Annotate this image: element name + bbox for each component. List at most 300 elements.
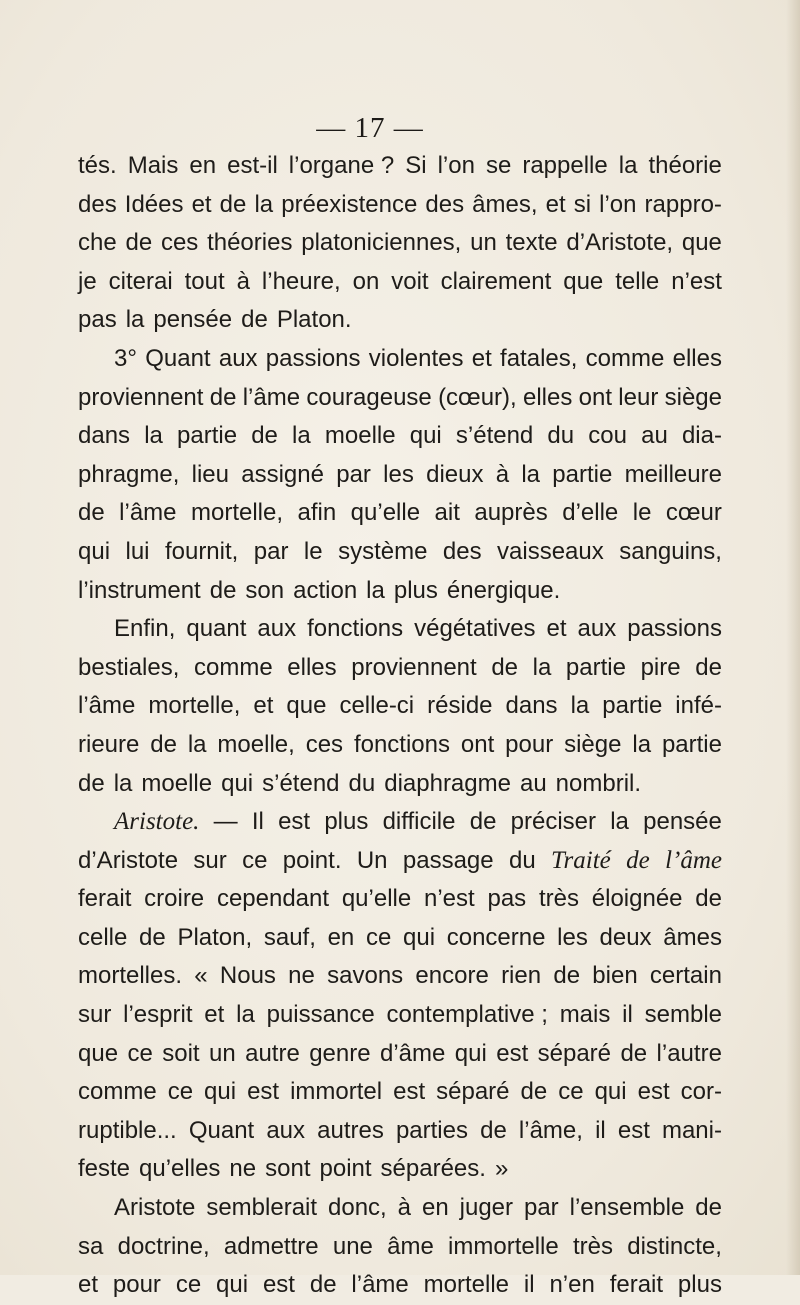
word: qui xyxy=(216,1271,249,1299)
word: et xyxy=(546,615,567,643)
word: l’on xyxy=(437,152,475,179)
text-line xyxy=(78,610,722,649)
word: des xyxy=(442,537,482,565)
word: ne xyxy=(229,1155,257,1183)
word: pire xyxy=(640,653,681,681)
word: certain xyxy=(649,962,722,990)
word: qu’elle xyxy=(341,885,412,913)
word: qui xyxy=(454,1039,487,1067)
word: pensée xyxy=(153,306,233,334)
word: la xyxy=(570,692,590,720)
word: qui xyxy=(221,769,254,797)
word: point. xyxy=(282,846,342,874)
word: cor- xyxy=(680,1078,722,1106)
text-line xyxy=(78,765,722,804)
word: à xyxy=(495,460,510,488)
word: la xyxy=(610,808,629,836)
word: Un xyxy=(356,846,388,874)
text-line xyxy=(78,803,722,842)
text-line xyxy=(78,1150,722,1189)
word: la xyxy=(144,422,163,450)
word: mortelle xyxy=(423,1271,510,1299)
word: bien xyxy=(592,962,638,990)
word: violentes xyxy=(368,344,464,372)
word: Mais xyxy=(127,152,179,179)
word: la xyxy=(632,730,652,758)
word: rieure xyxy=(78,730,140,758)
word: le xyxy=(303,537,323,565)
word: mais xyxy=(559,1001,611,1029)
word: de xyxy=(469,808,497,836)
word: mortelle, xyxy=(148,692,241,720)
word: proviennent xyxy=(351,653,477,681)
text-line xyxy=(78,572,722,611)
text-line xyxy=(78,533,722,572)
word: pas xyxy=(78,306,117,334)
word: qui xyxy=(409,422,442,450)
word: encore xyxy=(415,962,489,990)
word: moelle xyxy=(141,769,213,797)
word: que xyxy=(286,692,327,720)
word: pour xyxy=(505,730,554,758)
word: dans xyxy=(78,422,131,450)
word: elles xyxy=(287,653,337,681)
word: la xyxy=(292,422,311,450)
word: fatales, xyxy=(500,344,578,372)
word: deux xyxy=(599,923,652,951)
word: en xyxy=(189,152,217,179)
word: siège xyxy=(564,730,622,758)
word: ont xyxy=(578,383,613,411)
word: théories xyxy=(207,229,293,257)
word: celle xyxy=(78,923,128,951)
word: l’esprit xyxy=(123,1001,193,1029)
word: au xyxy=(641,422,668,450)
word: Quant xyxy=(188,1116,255,1144)
text-line xyxy=(78,880,722,919)
word: un xyxy=(470,229,497,257)
text-line xyxy=(78,340,722,379)
word: — xyxy=(213,808,238,836)
word: Nous xyxy=(219,962,276,990)
word: feste xyxy=(78,1155,131,1183)
word: âmes xyxy=(663,923,722,951)
word: de xyxy=(150,730,177,758)
word: juger xyxy=(459,1194,514,1222)
word: la xyxy=(521,460,541,488)
word: pensée xyxy=(643,808,722,836)
word: que xyxy=(563,267,604,295)
word: la xyxy=(125,306,145,334)
word: telle xyxy=(615,267,660,295)
word: qu’elle xyxy=(350,499,421,527)
word: la xyxy=(187,730,207,758)
word: dans xyxy=(505,692,558,720)
word: l’on xyxy=(599,190,637,218)
word: aux xyxy=(218,344,258,372)
word: ce xyxy=(558,1078,584,1106)
word: de xyxy=(620,1039,648,1067)
word: cou xyxy=(588,422,627,450)
word: le xyxy=(632,499,652,527)
word: l’âme xyxy=(78,692,136,720)
word: comme xyxy=(78,1078,157,1106)
text-line xyxy=(78,1035,722,1074)
word: cependant xyxy=(216,885,330,913)
word: puissance xyxy=(266,1001,375,1029)
word: est-il xyxy=(227,152,278,179)
word: leur xyxy=(618,383,659,411)
word: séparées. xyxy=(380,1155,486,1183)
word: est xyxy=(247,1078,280,1106)
word: les xyxy=(557,923,588,951)
word: si xyxy=(573,190,592,218)
text-line xyxy=(78,1228,722,1267)
word: n’en xyxy=(549,1271,595,1299)
word: rappelle xyxy=(522,152,608,179)
word: « xyxy=(194,962,208,990)
word: sanguins, xyxy=(619,537,722,565)
word: phragme, xyxy=(78,460,180,488)
word: tés. xyxy=(78,152,117,179)
word: mortelles. xyxy=(78,962,183,990)
word: ce xyxy=(167,1078,194,1106)
word: de xyxy=(139,923,166,951)
word: plus xyxy=(393,576,438,604)
word: aux xyxy=(257,615,297,643)
word: proviennent xyxy=(78,383,204,411)
word: par xyxy=(523,1194,559,1222)
word: d’Aristote, xyxy=(566,229,674,257)
word: de xyxy=(241,306,268,334)
word: de xyxy=(480,1116,507,1144)
word: que xyxy=(681,229,722,257)
word: Platon, xyxy=(177,923,253,951)
word: difficile xyxy=(382,808,456,836)
word: de xyxy=(695,885,722,913)
word: est xyxy=(278,808,311,836)
word: sur xyxy=(193,846,227,874)
word: partie xyxy=(565,653,626,681)
word: autre xyxy=(245,1039,300,1067)
word: l’ensemble xyxy=(569,1194,685,1222)
word: mortelle, xyxy=(191,499,284,527)
word: moelle, xyxy=(217,730,295,758)
word: théorie xyxy=(648,152,722,179)
word: séparé xyxy=(537,1039,612,1067)
word: savons xyxy=(327,962,404,990)
text-line xyxy=(78,147,722,186)
word: l’organe ? xyxy=(288,152,395,179)
word: du xyxy=(547,422,575,450)
word: et xyxy=(545,190,566,218)
word: est xyxy=(617,1116,650,1144)
word: ne xyxy=(288,962,315,990)
word: je xyxy=(78,267,97,295)
word: aux xyxy=(577,615,617,643)
word: action xyxy=(293,576,358,604)
word: croire xyxy=(144,885,205,913)
text-line xyxy=(78,996,722,1035)
word: che xyxy=(78,229,117,257)
word: n’est xyxy=(424,885,475,913)
word: donc, xyxy=(328,1194,387,1222)
word: que xyxy=(78,1039,119,1067)
word: les xyxy=(383,460,414,488)
word: ait xyxy=(434,499,460,527)
word: de xyxy=(219,190,247,218)
text-line xyxy=(78,1189,722,1228)
word: rappro- xyxy=(644,190,722,218)
word: texte xyxy=(505,229,558,257)
word: est xyxy=(262,1271,295,1299)
text-line xyxy=(78,919,722,958)
word: Il xyxy=(251,808,264,836)
word: fonctions xyxy=(307,615,404,643)
word: platoniciennes, xyxy=(301,229,462,257)
word: quant xyxy=(186,615,247,643)
word: l’âme, xyxy=(518,1116,583,1144)
word: l’heure, xyxy=(261,267,341,295)
word: son xyxy=(245,576,285,604)
word: est xyxy=(637,1078,670,1106)
word: ces xyxy=(305,730,344,758)
word: on xyxy=(352,267,380,295)
word: et xyxy=(471,344,492,372)
word: immortelle xyxy=(448,1232,559,1260)
word: et xyxy=(204,1001,225,1029)
word: passions xyxy=(265,344,361,372)
word: ces xyxy=(160,229,199,257)
text-line xyxy=(78,456,722,495)
word: comme xyxy=(585,344,665,372)
word: par xyxy=(253,537,289,565)
word: du xyxy=(348,769,376,797)
word: rien xyxy=(501,962,542,990)
word: des xyxy=(425,190,465,218)
word: de xyxy=(78,769,105,797)
word: âme xyxy=(387,1232,434,1260)
word: autres xyxy=(317,1116,384,1144)
text-line xyxy=(78,957,722,996)
word: très xyxy=(538,885,579,913)
word: cœur xyxy=(665,499,722,527)
word: à xyxy=(397,1194,412,1222)
word: comme xyxy=(194,653,273,681)
word: la xyxy=(236,1001,255,1029)
word: 3° xyxy=(114,344,137,372)
text-line xyxy=(78,1112,722,1151)
word: de xyxy=(520,1078,548,1106)
word: mani- xyxy=(661,1116,722,1144)
word: ce xyxy=(175,1271,202,1299)
word: Platon. xyxy=(276,306,352,334)
text-line xyxy=(78,186,722,225)
word: qui xyxy=(204,1078,237,1106)
word: tout xyxy=(184,267,225,295)
word: il xyxy=(595,1116,606,1144)
word: la xyxy=(532,653,552,681)
word: sauf, xyxy=(263,923,316,951)
body-text xyxy=(78,147,722,1305)
word: ferait xyxy=(78,885,132,913)
word: il xyxy=(523,1271,535,1299)
text-line xyxy=(78,301,722,340)
word: partie xyxy=(177,422,238,450)
word: lieu xyxy=(191,460,229,488)
word: vaisseaux xyxy=(497,537,604,565)
word: de xyxy=(78,499,105,527)
word: de xyxy=(553,962,581,990)
word: de xyxy=(209,576,237,604)
word: meilleure xyxy=(624,460,722,488)
word: passions xyxy=(627,615,722,643)
word: Traité xyxy=(551,846,611,874)
page-number: — 17 — xyxy=(316,112,424,144)
text-line xyxy=(78,649,722,688)
word: afin xyxy=(297,499,337,527)
word: un xyxy=(208,1039,236,1067)
word: l’âme xyxy=(351,1271,409,1299)
word: énergique. xyxy=(446,576,561,604)
word: qui xyxy=(78,537,111,565)
text-line xyxy=(78,379,722,418)
word: système xyxy=(338,537,428,565)
word: de xyxy=(695,1194,722,1222)
word: moelle xyxy=(324,422,396,450)
word: préciser xyxy=(510,808,596,836)
word: parties xyxy=(395,1116,468,1144)
word: qui xyxy=(594,1078,627,1106)
word: dia- xyxy=(681,422,722,450)
word: est xyxy=(393,1078,426,1106)
word: de xyxy=(309,1271,337,1299)
word: lui xyxy=(125,537,150,565)
word: celle-ci xyxy=(339,692,415,720)
word: ruptible... xyxy=(78,1116,177,1144)
word: nombril. xyxy=(555,769,642,797)
word: contemplative ; xyxy=(386,1001,548,1029)
word: en xyxy=(421,1194,449,1222)
word: Aristote. xyxy=(114,808,200,836)
word: clairement xyxy=(440,267,552,295)
word: se xyxy=(485,152,512,179)
word: du xyxy=(508,846,536,874)
word: soit xyxy=(162,1039,200,1067)
word: à xyxy=(236,267,250,295)
word: la xyxy=(254,190,274,218)
word: pas xyxy=(487,885,527,913)
word: assigné xyxy=(241,460,324,488)
word: ce xyxy=(242,846,268,874)
text-line xyxy=(78,842,722,881)
word: séparé xyxy=(436,1078,510,1106)
word: il xyxy=(622,1001,633,1029)
word: au xyxy=(519,769,547,797)
word: préexistence xyxy=(281,190,418,218)
word: doctrine, xyxy=(117,1232,210,1260)
word: auprès xyxy=(474,499,548,527)
word: sont xyxy=(265,1155,311,1183)
word: par xyxy=(336,460,371,488)
text-line xyxy=(78,417,722,456)
word: est xyxy=(496,1039,529,1067)
word: immortel xyxy=(290,1078,383,1106)
text-line xyxy=(78,1073,722,1112)
word: s’étend xyxy=(262,769,340,797)
word: courageuse xyxy=(306,383,432,411)
word: dieux xyxy=(426,460,484,488)
word: de xyxy=(626,846,650,874)
word: très xyxy=(572,1232,613,1260)
word: partie xyxy=(602,692,663,720)
word: plus xyxy=(677,1271,722,1299)
word: de xyxy=(125,229,153,257)
word: partie xyxy=(661,730,722,758)
word: plus xyxy=(324,808,369,836)
text-line xyxy=(78,1266,722,1305)
word: Aristote xyxy=(114,1194,196,1222)
word: ont xyxy=(460,730,495,758)
word: infé- xyxy=(675,692,722,720)
word: concerne xyxy=(446,923,546,951)
word: la xyxy=(366,576,385,604)
word: la xyxy=(113,769,133,797)
word: semble xyxy=(644,1001,722,1029)
word: l’autre xyxy=(656,1039,722,1067)
word: en xyxy=(327,923,355,951)
word: Idées xyxy=(124,190,184,218)
word: diaphragme xyxy=(384,769,511,797)
word: l’âme xyxy=(665,846,722,874)
word: bestiales, xyxy=(78,653,180,681)
word: d’âme xyxy=(380,1039,446,1067)
word: végétatives xyxy=(414,615,536,643)
word: passage xyxy=(402,846,494,874)
word: Quant xyxy=(145,344,211,372)
text-line xyxy=(78,494,722,533)
word: âmes, xyxy=(472,190,538,218)
word: et xyxy=(78,1271,99,1299)
word: elles xyxy=(523,383,573,411)
word: distincte, xyxy=(627,1232,722,1260)
word: et xyxy=(253,692,274,720)
word: ferait xyxy=(609,1271,664,1299)
word: qu’elles xyxy=(139,1155,221,1183)
word: d’elle xyxy=(562,499,619,527)
word: d’Aristote xyxy=(78,846,179,874)
word: des xyxy=(78,190,117,218)
word: ce xyxy=(365,923,392,951)
text-line xyxy=(78,726,722,765)
word: Enfin, xyxy=(114,615,176,643)
page-edge-shadow xyxy=(786,0,800,1275)
word: point xyxy=(319,1155,372,1183)
word: l’âme xyxy=(119,499,177,527)
word: sa xyxy=(78,1232,104,1260)
word: et xyxy=(191,190,212,218)
word: qui xyxy=(403,923,436,951)
word: pour xyxy=(112,1271,161,1299)
word: éloignée xyxy=(591,885,683,913)
word: admettre xyxy=(223,1232,319,1260)
word: ce xyxy=(127,1039,153,1067)
word: elles xyxy=(672,344,722,372)
word: » xyxy=(494,1155,509,1183)
word: de xyxy=(251,422,278,450)
word: de xyxy=(695,653,722,681)
word: Si xyxy=(405,152,427,179)
